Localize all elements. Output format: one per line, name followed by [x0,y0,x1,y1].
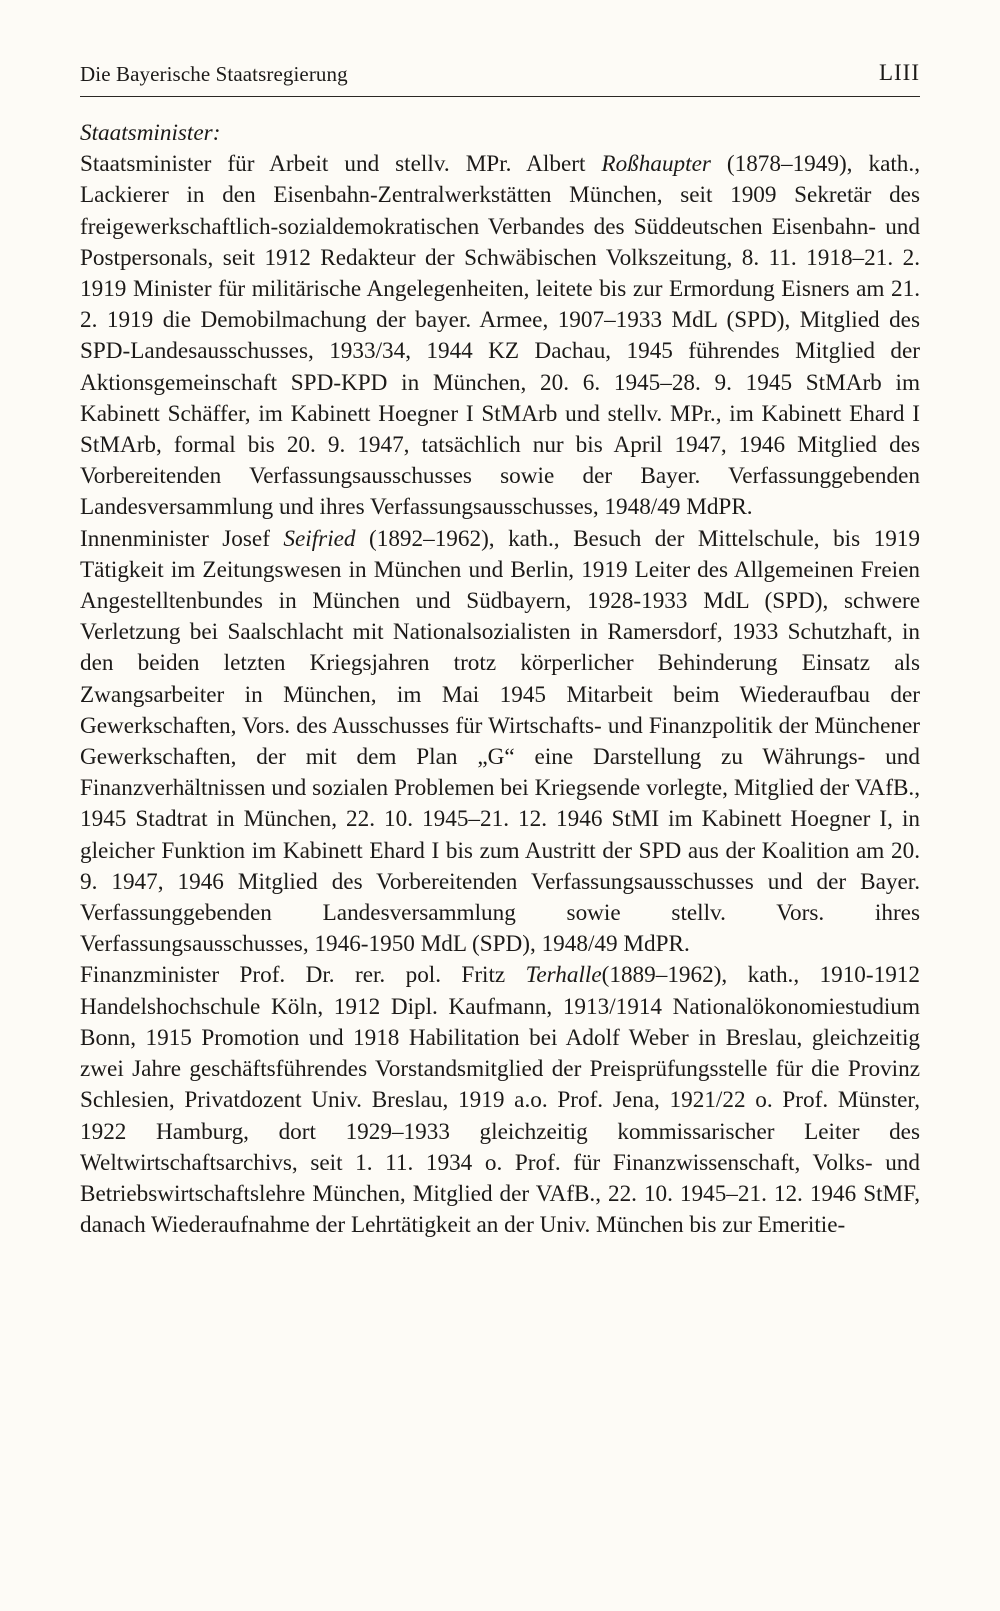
page-number: LIII [878,60,920,85]
entry-prefix: Staatsminister für Arbeit und stellv. MPr. Albert [80,151,602,178]
running-title: Die Bayerische Staatsregierung [80,62,348,86]
person-name: Seifried [283,525,356,552]
entry-prefix: Innenminister Josef [80,525,284,552]
entry-body: (1889–1962), kath., 1910-1912 Handelshochschule Köln, 1912 Dipl. Kaufmann, 1913/1914 Nationalökonomiestudium Bonn, 1915 Promotion und 1918 Habilitation bei Adolf Weber in Breslau, gleichzeitig zwei Jahre geschäftsführendes Vorstandsmitglied der Preisprüfungsstelle für die Provinz Schlesien, Privatdozent Univ. Breslau, 1919 a.o. Prof. Jena, 1921/22 o. Prof. Münster, 1922 Hamburg, dort 1929–1933 gleichzeitig kommissarischer Leiter des Weltwirtschaftsarchivs, seit 1. 11. 1934 o. Prof. für Finanzwissenschaft, Volks- und Betriebswirtschaftslehre München, Mitglied der VAfB., 22. 10. 1945–21. 12. 1946 StMF, danach Wiederaufnahme der Lehrtätigkeit an der Univ. München bis zur Emeritie- [80,962,920,1239]
person-name: Roßhaupter [601,151,711,178]
entry-rosshaupter [80,149,920,523]
entry-body: (1892–1962), kath., Besuch der Mittelschule, bis 1919 Tätigkeit im Zeitungswesen in München und Berlin, 1919 Leiter des Allgemeinen Freien Angestelltenbundes in München und Südbayern, 1928-1933 MdL (SPD), schwere Verletzung bei Saalschlacht mit Nationalsozialisten in Ramersdorf, 1933 Schutzhaft, in den beiden letzten Kriegsjahren trotz körperlicher Behinderung Einsatz als Zwangsarbeiter in München, im Mai 1945 Mitarbeit beim Wiederaufbau der Gewerkschaften, Vors. des Ausschusses für Wirtschafts- und Finanzpolitik der Münchener Gewerkschaften, der mit dem Plan „G“ eine Darstellung zu Währungs- und Finanzverhältnissen und sozialen Problemen bei Kriegsende vorlegte, Mitglied der VAfB., 1945 Stadtrat in München, 22. 10. 1945–21. 12. 1946 StMI im Kabinett Hoegner I, in gleicher Funktion im Kabinett Ehard I bis zum Austritt der SPD aus der Koalition am 20. 9. 1947, 1946 Mitglied des Vorbereitenden Verfassungsausschusses und der Bayer. Verfassunggebenden Landesversammlung sowie stellv. Vors. ihres Verfassungsausschusses, 1946-1950 MdL (SPD), 1948/49 MdPR. [80,525,920,958]
running-header [80,56,920,97]
person-name: Terhalle [525,962,602,989]
entry-seifried [80,524,920,961]
entry-prefix: Finanzminister Prof. Dr. rer. pol. Fritz [80,962,526,989]
entry-body: (1878–1949), kath., Lackierer in den Eisenbahn-Zentralwerkstätten München, seit 1909 Sekretär des freigewerkschaftlich-sozialdemokratischen Verbandes des Süddeutschen Eisenbahn- und Postpersonals, seit 1912 Redakteur der Schwäbischen Volkszeitung, 8. 11. 1918–21. 2. 1919 Minister für militärische Angelegenheiten, leitete bis zur Ermordung Eisners am 21. 2. 1919 die Demobilmachung der bayer. Armee, 1907–1933 MdL (SPD), Mitglied des SPD-Landesausschusses, 1933/34, 1944 KZ Dachau, 1945 führendes Mitglied der Aktionsgemeinschaft SPD-KPD in München, 20. 6. 1945–28. 9. 1945 StMArb im Kabinett Schäffer, im Kabinett Hoegner I StMArb und stellv. MPr., im Kabinett Ehard I StMArb, formal bis 20. 9. 1947, tatsächlich nur bis April 1947, 1946 Mitglied des Vorbereitenden Verfassungsausschusses sowie der Bayer. Verfassunggebenden Landesversammlung und ihres Verfassungsausschusses, 1948/49 MdPR. [80,151,920,521]
section-heading: Staatsminister: [80,120,221,146]
entry-terhalle [80,960,920,1241]
body-text [80,118,920,1241]
